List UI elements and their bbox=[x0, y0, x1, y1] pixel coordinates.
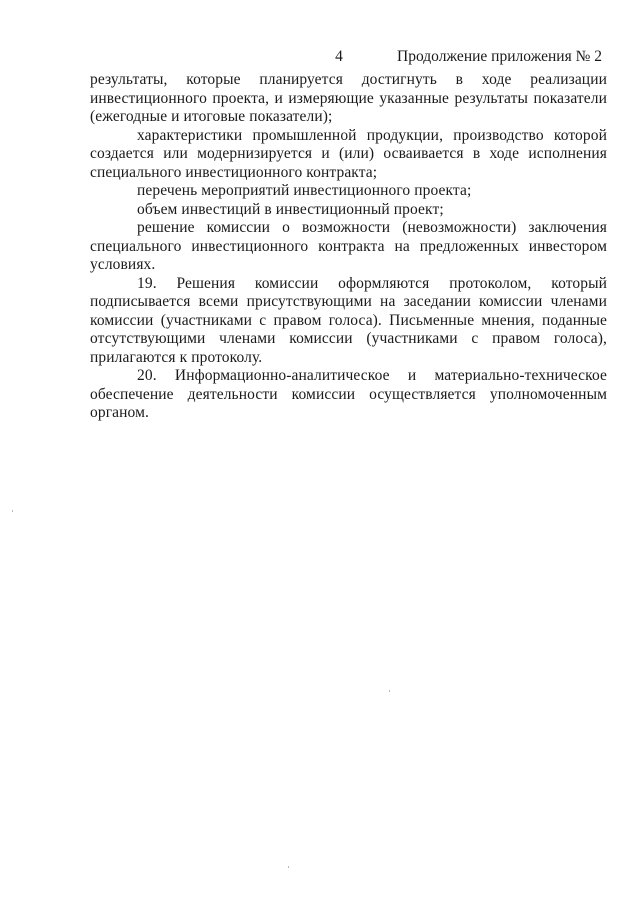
paragraph-investment-volume: объем инвестиций в инвестиционный проект; bbox=[137, 200, 444, 218]
paragraph-item-20: 20. Информационно-аналитическое и материально-техническое обеспечение деятельности комиссии осуществляется уполномоченным органом. bbox=[90, 367, 607, 421]
page-number: 4 bbox=[335, 48, 343, 65]
paragraph-measures-list: перечень мероприятий инвестиционного проекта; bbox=[137, 182, 472, 199]
paragraph-item-19: 19. Решения комиссии оформляются протоколом, который подписывается всеми присутствующими на заседании комиссии членами комиссии (участниками с правом голоса). Письменные мнения, поданные отсутствующими членами комиссии (участниками с правом голоса), прилагаются к протоколу. bbox=[90, 274, 607, 366]
scan-speck bbox=[288, 866, 289, 868]
scan-speck bbox=[12, 510, 13, 512]
paragraph-product-characteristics: характеристики промышленной продукции, производство которой создается или модернизируется и (или) осваивается в ходе исполнения специального инвестиционного контракта; bbox=[90, 126, 607, 181]
document-body bbox=[90, 71, 607, 423]
appendix-continuation-label: Продолжение приложения № 2 bbox=[397, 48, 602, 65]
paragraph-commission-decision: решение комиссии о возможности (невозможности) заключения специального инвестиционного контракта на предложенных инвестором условиях. bbox=[90, 219, 607, 273]
scan-speck bbox=[389, 690, 390, 692]
paragraph-results: результаты, которые планируется достигнуть в ходе реализации инвестиционного проекта, и измеряющие указанные результаты показатели (ежегодные и итоговые показатели); bbox=[90, 71, 607, 125]
